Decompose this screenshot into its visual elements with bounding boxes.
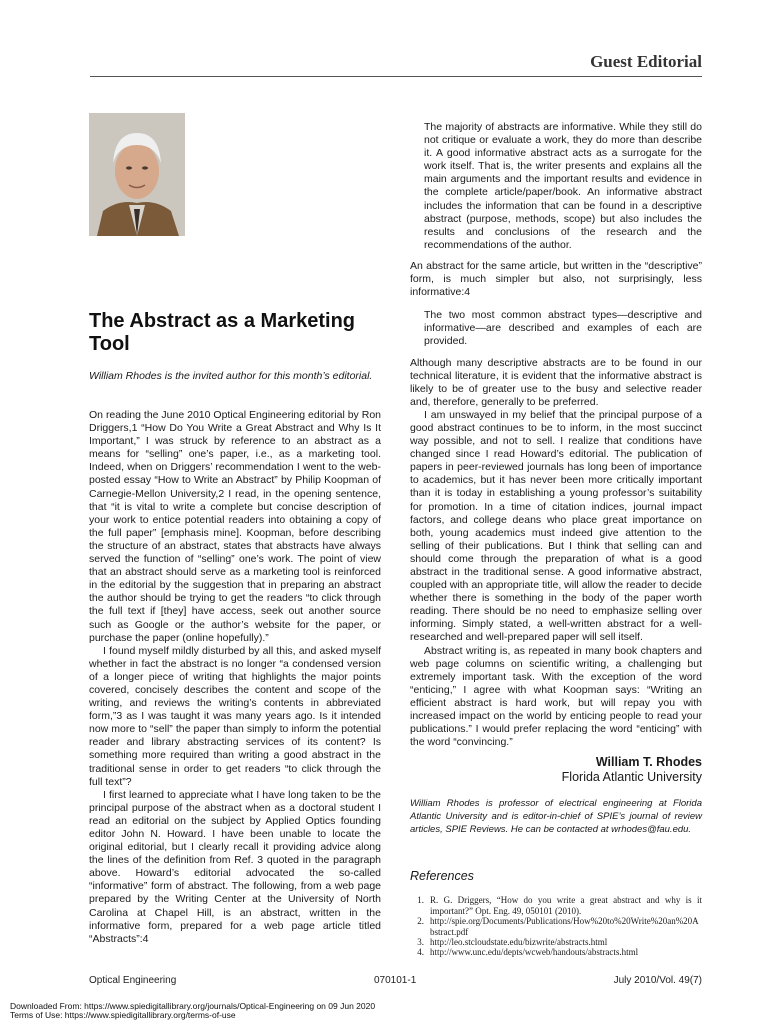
terms-link[interactable]: Terms of Use: https://www.spiedigitallibrary.org/terms-of-use: [10, 1010, 236, 1020]
footer-article-id: 070101-1: [374, 975, 417, 986]
reference-item: 1. R. G. Driggers, “How do you write a great abstract and why is it important?” Opt. Eng. 49, 050101 (2010).: [417, 895, 702, 916]
reference-item[interactable]: 3. http://leo.stcloudstate.edu/bizwrite/abstracts.html: [417, 937, 608, 948]
references-list: [410, 895, 702, 957]
body-paragraph: I first learned to appreciate what I have long taken to be the principal purpose of the abstract when as a doctoral student I read an editorial on the subject by Applied Optics founding editor John N. Howard. I have been unable to locate the original editorial, but I clearly recall it providing advice along the lines of the definition from Ref. 3 quoted in the paragraph above. Howard’s editorial advocated the so-called “informative” form of abstract. The following, from a web page prepared by the Writing Center at the University of North Carolina at Chapel Hill, is an abstract, written in the informative form, prepared for a web page article titled “Abstracts”:4: [89, 788, 381, 945]
author-photo: [89, 113, 185, 236]
left-column: [89, 409, 381, 946]
signature-affiliation: Florida Atlantic University: [561, 770, 702, 785]
reference-item[interactable]: 4. http://www.unc.edu/depts/wcweb/handouts/abstracts.html: [417, 947, 639, 958]
block-quote: The majority of abstracts are informative. While they still do not critique or evaluate a work, they do more than describe it. A good informative abstract acts as a surrogate for the work itself. That is, the writer presents and explains all the main arguments and the important results and evidence in the complete article/paper/book. An informative abstract includes the information that can be found in a descriptive abstract (purpose, methods, scope) but also includes the results and conclusions of the research and the recommendations of the author.: [424, 121, 702, 251]
body-paragraph: Abstract writing is, as repeated in many book chapters and web page columns on scientific writing, a challenging but extremely important task. With the exception of the word “enticing,” I agree with what Koopman says: “Writing an efficient abstract is hard work, but will repay you with increased impact on the world by enticing people to read your publications.” I would prefer replacing the word “enticing” with the word “convincing.”: [410, 644, 702, 749]
body-paragraph: I am unswayed in my belief that the principal purpose of a good abstract continues to be to inform, in the most succinct way possible, and not to sell. I realize that conditions have changed since I read Howard’s editorial. The publication of papers in peer-reviewed journals has long been of importance to academics, but it has never been more critically important than it is today in establishing a young professor’s suitability for promotion. In a time of citation indices, journal impact factors, and college deans who place great importance on both, young academics must indeed give attention to the selling of their publications. But I think that selling can and should come through the preparation of what is a good abstract in the traditional sense. A good informative abstract, coupled with an appropriate title, will allow the reader to decide whether there is something in the body of the paper worth reading. There should be no need to emphasize selling over informing. Simply stated, a well-written abstract for a well-researched and well-prepared paper will sell itself.: [410, 408, 702, 644]
right-column: [410, 121, 702, 958]
footer-journal: Optical Engineering: [89, 975, 177, 986]
article-title: The Abstract as a Marketing Tool: [89, 310, 356, 355]
footer-issue: July 2010/Vol. 49(7): [613, 975, 702, 986]
body-paragraph: I found myself mildly disturbed by all this, and asked myself whether in fact the abstract is no longer “a condensed version of a longer piece of writing that highlights the major points covered, concisely describes the content and scope of the writing, and reviews the writing’s contents in abbreviated form,”3 as I was taught it was many years ago. Is it intended now more to “sell” the paper than simply to inform the potential reader and library abstracting services of its content? Is something more required than writing a good abstract in the traditional sense in order to get readers “to click through the full text”?: [89, 644, 381, 788]
section-heading: Guest Editorial: [590, 52, 702, 71]
download-notice: Downloaded From: https://www.spiedigitallibrary.org/journals/Optical-Engineering on 09 Jun 2020: [10, 1001, 376, 1011]
body-paragraph: An abstract for the same article, but written in the “descriptive” form, is much simpler but also, not surprisingly, less informative:4: [410, 259, 702, 299]
author-bio: William Rhodes is professor of electrical engineering at Florida Atlantic University and is editor-in-chief of SPIE’s journal of review articles, SPIE Reviews. He can be contacted at wrhodes@fau.edu.: [410, 798, 702, 836]
block-quote: The two most common abstract types—descriptive and informative—are described and examples of each are provided.: [424, 309, 702, 348]
header-divider: [90, 76, 702, 77]
signature-name: William T. Rhodes: [595, 755, 702, 770]
intro-note: William Rhodes is the invited author for this month’s editorial.: [89, 370, 373, 382]
reference-item[interactable]: 2. http://spie.org/Documents/Publications/How%20to%20Write%20an%20Abstract.pdf: [417, 916, 699, 937]
body-paragraph: On reading the June 2010 Optical Engineering editorial by Ron Driggers,1 “How Do You Write a Great Abstract and Why Is It Important,” I was struck by reference to an abstract as a means for “selling” one’s paper, i.e., as a marketing tool. Indeed, when on Driggers’ recommendation I went to the web-posted essay “How to Write an Abstract” by Philip Koopman of Carnegie-Mellon University,2 I read, in the opening sentence, that “it is vital to write a complete but concise description of your work to entice potential readers into obtaining a copy of the full paper” [emphasis mine]. Koopman, before describing the structure of an abstract, states that abstracts have always served the function of “selling” one’s work. The point of view that an abstract should serve as a marketing tool is reinforced in the editorial by the suggestion that in preparing an abstract the author should be trying to get the readers “to click through the full text if [they] have access, seek out another source such as Google or the author’s website for the paper, or purchase the paper (online hopefully).”: [89, 409, 381, 644]
references-heading: References: [410, 869, 474, 884]
body-paragraph: Although many descriptive abstracts are to be found in our technical literature, it is evident that the informative abstract is likely to be of greater use to the busy and selective reader and, therefore, generally to be preferred.: [410, 356, 702, 408]
